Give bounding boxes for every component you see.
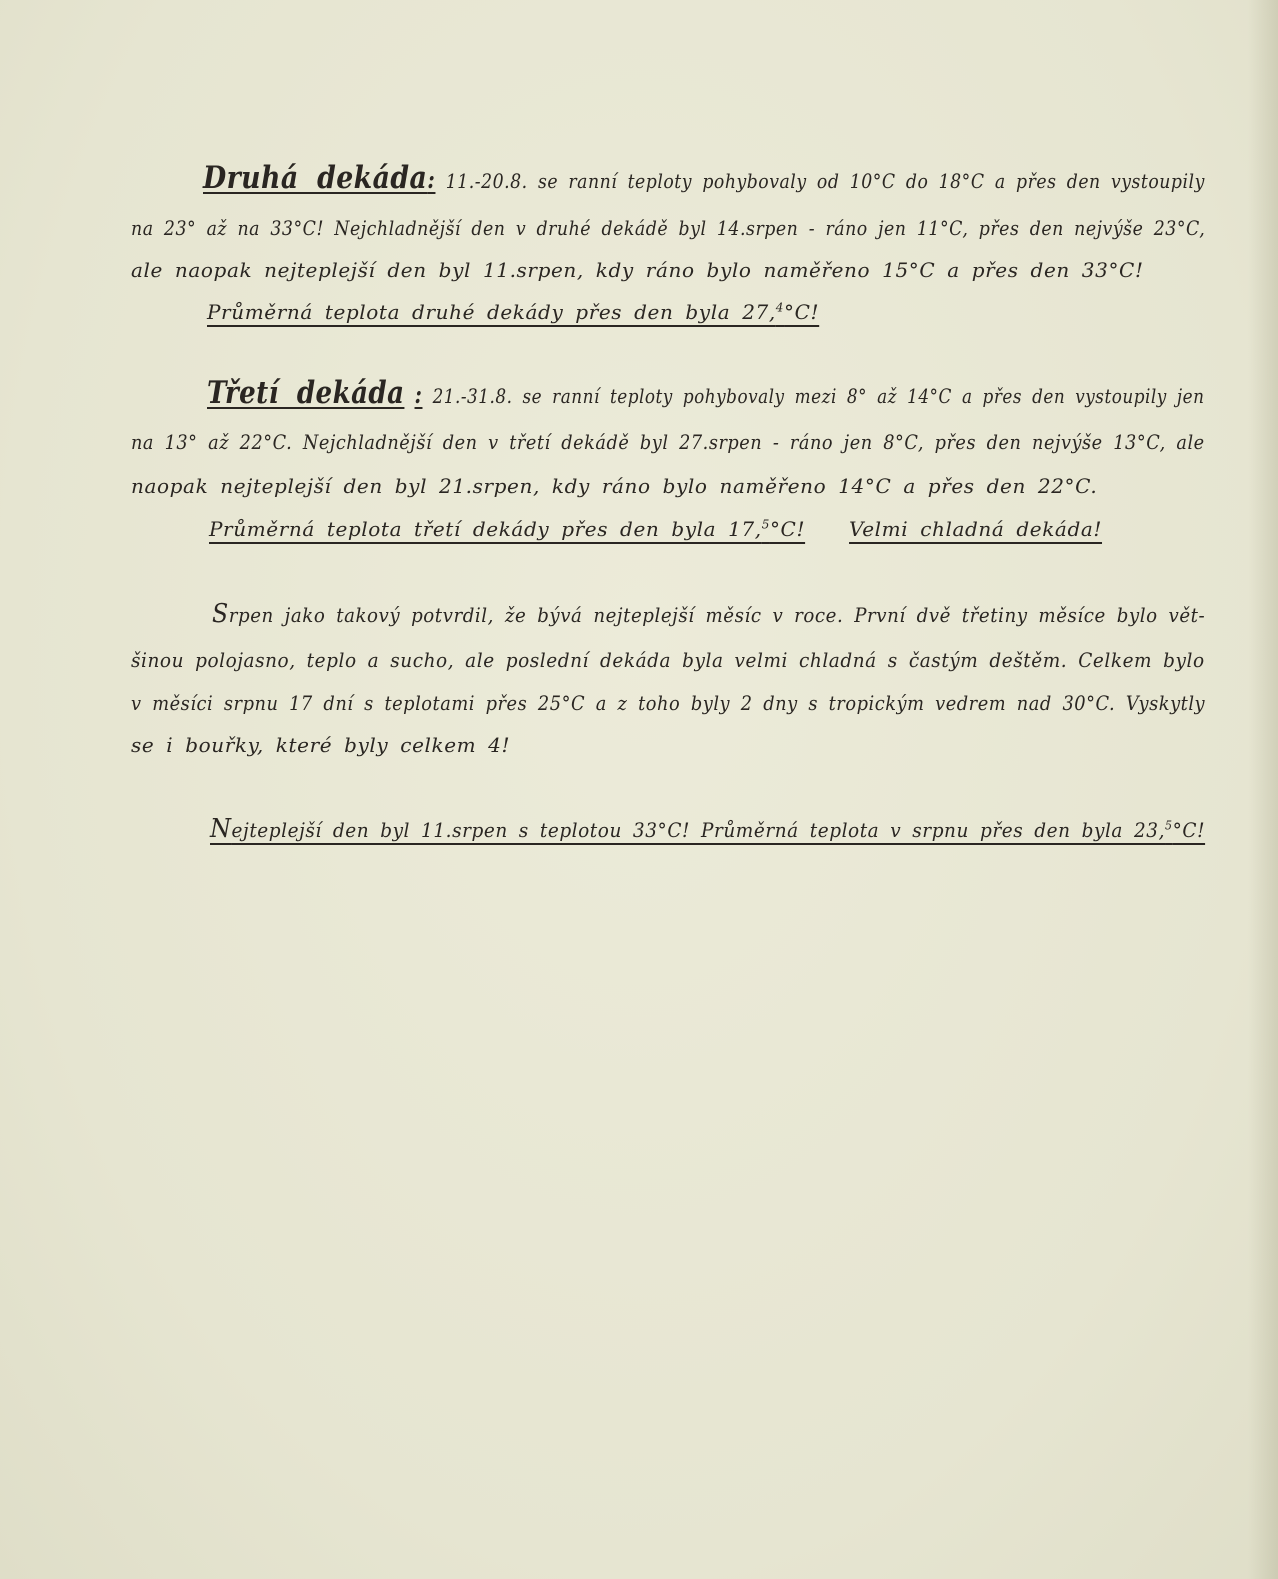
second-decade-text-1: 11.-20.8. se ranní teploty pohybovaly od 10°C do 18°C a přes den vystoupily	[445, 169, 1205, 193]
second-decade-average	[207, 300, 819, 324]
final-initial: N	[210, 814, 232, 844]
third-decade-line-3: naopak nejteplejší den byl 21.srpen, kdy ráno bylo naměřeno 14°C a přes den 22°C.	[131, 474, 1098, 498]
third-decade-line-1	[207, 375, 1204, 411]
second-decade-line-1	[203, 160, 1205, 196]
summary-line-2: šinou polojasno, teplo a sucho, ale poslední dekáda byla velmi chladná s častým deštěm. Celkem bylo	[131, 648, 1205, 672]
second-decade-average-decimal: 4	[775, 300, 785, 315]
third-decade-note: Velmi chladná dekáda!	[849, 517, 1103, 541]
summary-line-3: v měsíci srpnu 17 dní s teplotami přes 25°C a z toho byly 2 dny s tropickým vedrem nad 30°C. Vyskytly	[131, 691, 1206, 715]
third-decade-average-text: Průměrná teplota třetí dekády přes den byla 17,	[209, 517, 762, 541]
page-edge-shadow	[1248, 0, 1278, 1579]
summary-initial: S	[212, 599, 229, 629]
third-decade-line-2: na 13° až 22°C. Nejchladnější den v třetí dekádě byl 27.srpen - ráno jen 8°C, přes den nejvýše 13°C, ale	[131, 430, 1205, 454]
second-decade-heading: Druhá dekáda	[203, 160, 428, 196]
third-decade-colon: :	[414, 380, 423, 409]
final-text: ejteplejší den byl 11.srpen s teplotou 33°C! Průměrná teplota v srpnu přes den byla 23,	[231, 818, 1166, 842]
third-decade-average	[209, 517, 805, 541]
final-statement	[210, 814, 1205, 844]
final-average-decimal: 5	[1165, 818, 1173, 833]
summary-line-4: se i bouřky, které byly celkem 4!	[131, 733, 511, 757]
third-decade-average-decimal: 5	[761, 517, 770, 532]
second-decade-line-3: ale naopak nejteplejší den byl 11.srpen, kdy ráno bylo naměřeno 15°C a přes den 33°C!	[131, 258, 1144, 282]
second-decade-line-2: na 23° až na 33°C! Nejchladnější den v druhé dekádě byl 14.srpen - ráno jen 11°C, přes den nejvýše 23°C,	[131, 216, 1206, 240]
second-decade-average-unit: °C!	[784, 300, 820, 324]
third-decade-heading: Třetí dekáda	[207, 375, 405, 411]
third-decade-text-1: 21.-31.8. se ranní teploty pohybovaly mezi 8° až 14°C a přes den vystoupily jen	[432, 384, 1205, 408]
third-decade-average-unit: °C!	[769, 517, 806, 541]
second-decade-average-text: Průměrná teplota druhé dekády přes den byla 27,	[207, 300, 776, 324]
final-average-unit: °C!	[1172, 818, 1206, 842]
summary-text-1: rpen jako takový potvrdil, že bývá nejteplejší měsíc v roce. První dvě třetiny měsíce bylo vět-	[228, 603, 1206, 627]
third-decade-average-line	[209, 517, 1102, 541]
summary-line-1	[212, 599, 1205, 629]
second-decade-colon: :	[427, 165, 436, 194]
